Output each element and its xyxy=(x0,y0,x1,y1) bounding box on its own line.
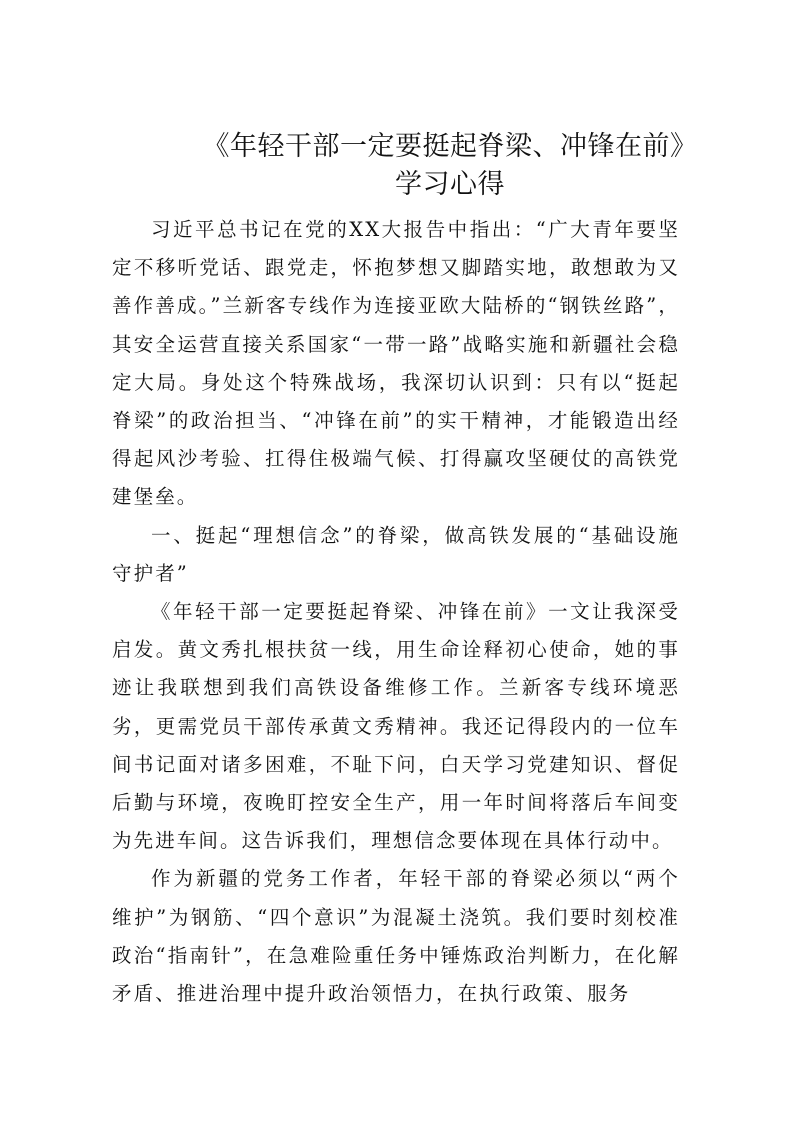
title-line-1: 《年轻干部一定要挺起脊梁、冲锋在前》 xyxy=(202,131,698,162)
paragraph-section-1a: 《年轻干部一定要挺起脊梁、冲锋在前》一文让我深受启发。黄文秀扎根扶贫一线，用生命诠释初心使命，她的事迹让我联想到我们高铁设备维修工作。兰新客专线环境恶劣，更需党员干部传承黄文秀精神。我还记得段内的一位车间书记面对诸多困难，不耻下问，白天学习党建知识、督促后勤与环境，夜晚盯控安全生产，用一年时间将落后车间变为先进车间。这告诉我们，理想信念要体现在具体行动中。 xyxy=(112,600,680,853)
paragraph-intro: 习近平总书记在党的XX大报告中指出：“广大青年要坚定不移听党话、跟党走，怀抱梦想又脚踏实地，敢想敢为又善作善成。”兰新客专线作为连接亚欧大陆桥的“钢铁丝路”，其安全运营直接关系国家“一带一路”战略实施和新疆社会稳定大局。身处这个特殊战场，我深切认识到：只有以“挺起脊梁”的政治担当、“冲锋在前”的实干精神，才能锻造出经得起风沙考验、扛得住极端气候、打得赢攻坚硬仗的高铁党建堡垒。 xyxy=(112,218,680,509)
section-heading-1: 一、挺起“理想信念”的脊梁，做高铁发展的“基础设施守护者” xyxy=(112,523,680,585)
document-title xyxy=(110,128,790,204)
document-body xyxy=(112,211,680,1013)
paragraph-section-1b: 作为新疆的党务工作者，年轻干部的脊梁必须以“两个维护”为钢筋、“四个意识”为混凝土浇筑。我们要时刻校准政治“指南针”，在急难险重任务中锤炼政治判断力，在化解矛盾、推进治理中提升政治领悟力，在执行政策、服务 xyxy=(112,867,680,1006)
title-line-2: 学习心得 xyxy=(395,169,505,200)
